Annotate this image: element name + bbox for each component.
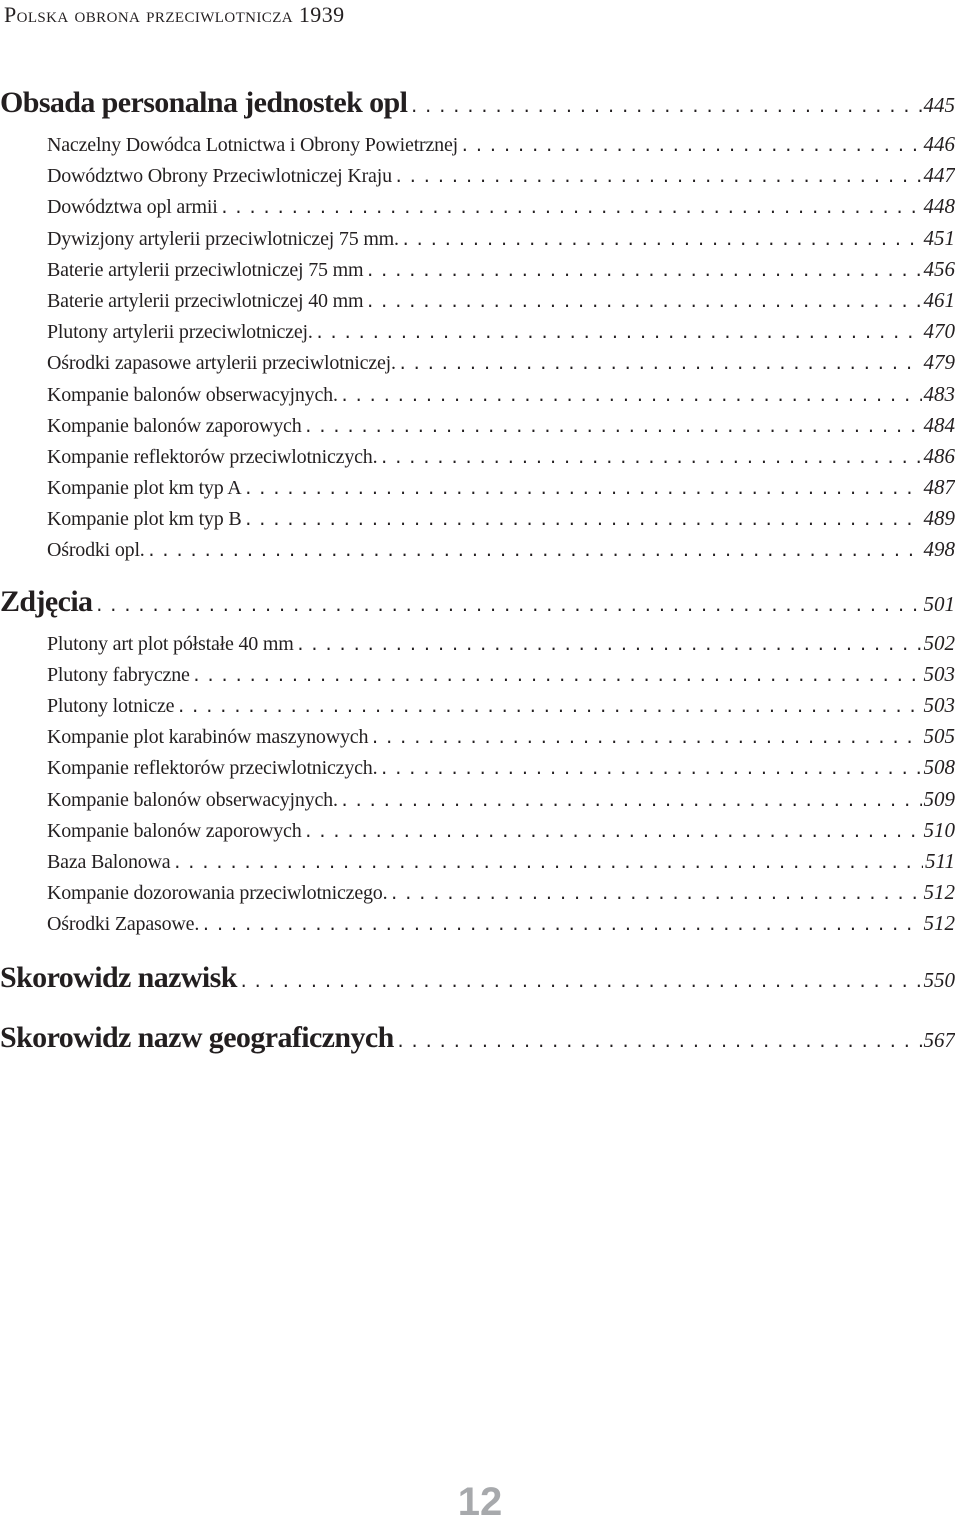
toc-entry[interactable]	[0, 132, 955, 163]
dot-leader	[296, 635, 922, 654]
toc-heading-page: 550	[923, 967, 955, 992]
dot-leader	[389, 884, 921, 903]
toc-heading[interactable]	[0, 1017, 955, 1067]
toc-entry[interactable]	[0, 226, 955, 257]
dot-leader	[370, 728, 921, 747]
toc-heading[interactable]	[0, 82, 955, 132]
toc-entry-title: Dowództwa opl armii	[47, 196, 218, 219]
dot-leader	[398, 354, 922, 373]
toc-entry-title: Plutony art plot półstałe 40 mm	[47, 632, 294, 655]
toc-entry[interactable]	[0, 662, 955, 693]
toc-entry[interactable]	[0, 506, 955, 537]
toc-section	[0, 1017, 955, 1067]
toc-entry-title: Kompanie dozorowania przeciwlotniczego.	[47, 882, 388, 905]
toc-entry-title: Kompanie reflektorów przeciwlotniczych.	[47, 757, 378, 780]
toc-entry-title: Naczelny Dowódca Lotnictwa i Obrony Powietrznej	[47, 134, 459, 156]
toc-entry-title: Ośrodki zapasowe artylerii przeciwlotniczej.	[47, 352, 396, 375]
toc-entry-page: 479	[923, 350, 955, 375]
toc-entry[interactable]	[0, 693, 955, 724]
toc-entry-title: Dywizjony artylerii przeciwlotniczej 75 mm.	[47, 227, 399, 250]
toc-entry-page: 503	[923, 661, 955, 686]
toc-entry[interactable]	[0, 787, 955, 818]
toc-entry-title: Kompanie balonów zaporowych	[47, 819, 302, 842]
toc-section	[0, 82, 955, 569]
toc-heading-page: 567	[923, 1027, 955, 1052]
toc-entry[interactable]	[0, 319, 955, 350]
toc-entry[interactable]	[0, 631, 955, 662]
toc-entry-title: Ośrodki opl.	[47, 539, 145, 562]
toc-entry-page: 483	[923, 381, 955, 406]
toc-entry-title: Kompanie balonów obserwacyjnych.	[47, 383, 338, 406]
toc-entry[interactable]	[0, 537, 955, 568]
toc-entry[interactable]	[0, 911, 955, 942]
toc-entry-page: 456	[923, 256, 955, 281]
dot-leader	[396, 1032, 922, 1051]
toc-entry-title: Kompanie reflektorów przeciwlotniczych.	[47, 445, 378, 468]
dot-leader	[401, 230, 922, 249]
dot-leader	[365, 261, 921, 280]
toc-entry-title: Ośrodki Zapasowe.	[47, 913, 200, 936]
toc-entry[interactable]	[0, 724, 955, 755]
toc-entry[interactable]	[0, 849, 955, 880]
toc-entry-title: Baterie artylerii przeciwlotniczej 40 mm	[47, 289, 364, 312]
toc-entry[interactable]	[0, 413, 955, 444]
dot-leader	[201, 915, 921, 934]
toc-entry-title: Kompanie balonów obserwacyjnych.	[47, 788, 338, 811]
toc-entry[interactable]	[0, 444, 955, 475]
toc-entry-title: Plutony lotnicze	[47, 695, 175, 717]
dot-leader	[409, 97, 921, 116]
toc-entry-page: 448	[923, 194, 955, 219]
toc-entry-page: 512	[923, 911, 955, 936]
toc-heading-title: Zdjęcia	[0, 584, 93, 618]
dot-leader	[379, 448, 921, 467]
toc-entry[interactable]	[0, 194, 955, 225]
page-number: 12	[457, 1480, 503, 1524]
toc-heading-title: Obsada personalna jednostek opl	[0, 86, 408, 119]
dot-leader	[192, 666, 922, 685]
dot-leader	[394, 167, 922, 186]
toc-entry-page: 503	[923, 693, 955, 717]
dot-leader	[94, 596, 921, 615]
toc-entry-page: 511	[925, 848, 955, 873]
toc-entry[interactable]	[0, 475, 955, 506]
toc-entry-page: 446	[923, 132, 955, 156]
dot-leader	[147, 541, 922, 560]
toc-entry-page: 484	[923, 412, 955, 437]
toc-heading-page: 445	[923, 93, 955, 117]
toc-entry-page: 489	[923, 506, 955, 531]
toc-entry[interactable]	[0, 257, 955, 288]
dot-leader	[340, 386, 922, 405]
dot-leader	[379, 759, 921, 778]
toc-entry-page: 498	[923, 537, 955, 562]
toc-heading-page: 501	[923, 591, 955, 616]
toc-entry[interactable]	[0, 818, 955, 849]
toc-section	[0, 581, 955, 943]
dot-leader	[243, 510, 921, 529]
toc-entry-title: Baterie artylerii przeciwlotniczej 75 mm	[47, 258, 364, 281]
toc-entry[interactable]	[0, 350, 955, 381]
toc-entry-title: Baza Balonowa	[47, 850, 171, 873]
toc-entry-page: 510	[923, 817, 955, 842]
toc-entry-title: Kompanie plot km typ A	[47, 477, 242, 500]
toc-entry-page: 447	[923, 163, 955, 188]
dot-leader	[176, 697, 921, 716]
toc-entry-page: 461	[923, 287, 955, 312]
dot-leader	[315, 323, 922, 342]
toc-entry-page: 508	[923, 755, 955, 780]
dot-leader	[172, 853, 923, 872]
toc-section	[0, 957, 955, 1007]
toc-entry[interactable]	[0, 382, 955, 413]
toc-entry[interactable]	[0, 880, 955, 911]
toc-entry-title: Kompanie plot km typ B	[47, 508, 242, 531]
dot-leader	[243, 479, 921, 498]
toc-entry-page: 512	[923, 880, 955, 905]
running-head: Polska obrona przeciwlotnicza 1939	[4, 2, 345, 27]
toc-entry[interactable]	[0, 288, 955, 319]
toc-heading-title: Skorowidz nazw geograficznych	[0, 1020, 394, 1054]
toc-entry-title: Plutony artylerii przeciwlotniczej.	[47, 321, 313, 344]
toc-entry-page: 470	[923, 319, 955, 344]
toc-entry-title: Kompanie balonów zaporowych	[47, 414, 302, 437]
toc-entry-page: 486	[923, 443, 955, 468]
dot-leader	[365, 292, 921, 311]
toc-entry-title: Plutony fabryczne	[47, 663, 190, 686]
dot-leader	[460, 136, 921, 155]
toc-entry-page: 487	[923, 475, 955, 500]
dot-leader	[220, 198, 922, 217]
dot-leader	[304, 417, 922, 436]
toc-heading[interactable]	[0, 957, 955, 1007]
dot-leader	[239, 972, 922, 991]
dot-leader	[340, 791, 922, 810]
toc-entry-page: 502	[923, 630, 955, 655]
toc-entry-page: 451	[923, 225, 955, 250]
toc-entry-title: Dowództwo Obrony Przeciwlotniczej Kraju	[47, 165, 392, 188]
toc-entry-page: 505	[923, 724, 955, 749]
table-of-contents	[0, 82, 955, 1067]
toc-heading-title: Skorowidz nazwisk	[0, 960, 237, 994]
toc-heading[interactable]	[0, 581, 955, 631]
toc-entry[interactable]	[0, 163, 955, 194]
toc-entry-title: Kompanie plot karabinów maszynowych	[47, 726, 369, 749]
toc-entry-page: 509	[923, 786, 955, 811]
toc-entry[interactable]	[0, 755, 955, 786]
dot-leader	[304, 822, 922, 841]
